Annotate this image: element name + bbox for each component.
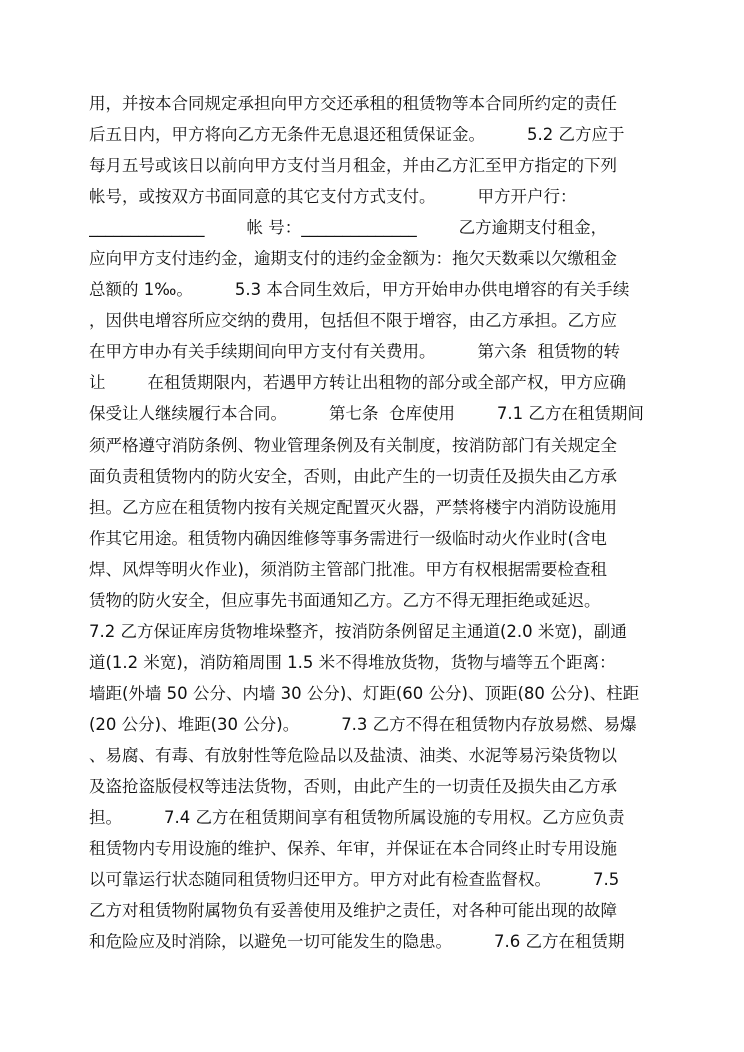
text-line-3: 每月五号或该日以前向甲方支付当月租金，并由乙方汇至甲方指定的下列	[89, 156, 617, 176]
text-line-11: 保受让人继续履行本合同。 第七条 仓库使用 7.1 乙方在租赁期间	[89, 404, 644, 424]
text-line-7: 总额的 1‰。 5.3 本合同生效后，甲方开始申办供电增容的有关手续	[89, 280, 630, 300]
text-line-25: 租赁物内专用设施的维护、保养、年审，并保证在本合同终止时专用设施	[89, 839, 617, 859]
text-line-15: 作其它用途。租赁物内确因维修等事务需进行一级临时动火作业时(含电	[89, 528, 607, 548]
text-line-23: 及盗抢盗版侵权等违法货物，否则，由此产生的一切责任及损失由乙方承	[89, 777, 617, 797]
text-line-14: 担。乙方应在租赁物内按有关规定配置灭火器，严禁将楼宇内消防设施用	[89, 497, 617, 517]
text-line-8: ，因供电增容所应交纳的费用，包括但不限于增容，由乙方承担。乙方应	[89, 311, 617, 331]
text-line-19: 道(1.2 米宽)，消防箱周围 1.5 米不得堆放货物，货物与墙等五个距离：	[89, 652, 616, 672]
text-line-22: 、易腐、有毒、有放射性等危险品以及盐渍、油类、水泥等易污染货物以	[89, 745, 617, 765]
text-line-21: (20 公分)、堆距(30 公分)。 7.3 乙方不得在租赁物内存放易燃、易爆	[89, 714, 637, 734]
text-line-17: 赁物的防火安全，但应事先书面通知乙方。乙方不得无理拒绝或延迟。	[89, 590, 601, 610]
text-line-1: 用，并按本合同规定承担向甲方交还承租的租赁物等本合同所约定的责任	[89, 94, 617, 113]
text-line-18: 7.2 乙方保证库房货物堆垛整齐，按消防条例留足主通道(2.0 米宽)，副通	[89, 621, 627, 641]
text-line-27: 乙方对租赁物附属物负有妥善使用及维护之责任，对各种可能出现的故障	[89, 901, 617, 921]
text-line-5: ______________ 帐 号：______________ 乙方逾期支付租金，	[89, 218, 608, 238]
text-line-4: 帐号，或按双方书面同意的其它支付方式支付。 甲方开户行：	[89, 187, 577, 207]
text-line-12: 须严格遵守消防条例、物业管理条例及有关制度，按消防部门有关规定全	[89, 435, 617, 455]
contract-body-text	[89, 88, 659, 957]
text-line-2: 后五日内，甲方将向乙方无条件无息退还租赁保证金。 5.2 乙方应于	[89, 125, 625, 145]
text-line-9: 在甲方申办有关手续期间向甲方支付有关费用。 第六条 租赁物的转	[89, 342, 620, 362]
text-line-6: 应向甲方支付违约金，逾期支付的违约金金额为：拖欠天数乘以欠缴租金	[89, 249, 617, 269]
text-line-10: 让 在租赁期限内，若遇甲方转让出租物的部分或全部产权，甲方应确	[89, 373, 626, 393]
text-line-28: 和危险应及时消除，以避免一切可能发生的隐患。 7.6 乙方在租赁期	[89, 932, 625, 952]
text-line-24: 担。 7.4 乙方在租赁期间享有租赁物所属设施的专用权。乙方应负责	[89, 808, 625, 828]
text-line-26: 以可靠运行状态随同租赁物归还甲方。甲方对此有检查监督权。 7.5	[89, 870, 620, 890]
text-line-16: 焊、风焊等明火作业)，须消防主管部门批准。甲方有权根据需要检查租	[89, 559, 607, 579]
text-line-20: 墙距(外墙 50 公分、内墙 30 公分)、灯距(60 公分)、顶距(80 公分)、柱距	[89, 683, 640, 703]
text-line-13: 面负责租赁物内的防火安全，否则，由此产生的一切责任及损失由乙方承	[89, 466, 617, 486]
